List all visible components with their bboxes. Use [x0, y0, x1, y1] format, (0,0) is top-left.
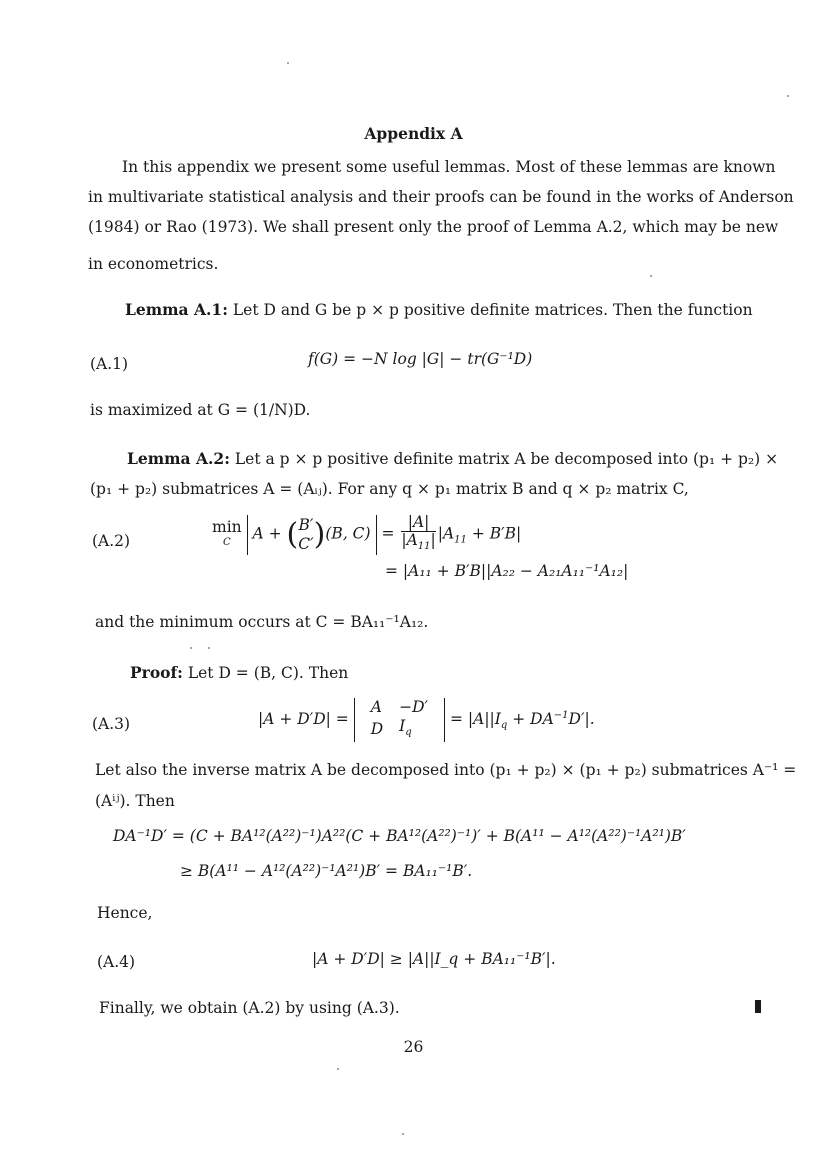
lemma-a1-statement	[125, 300, 753, 320]
lemma-a2-line2: (p₁ + p₂) submatrices A = (Aᵢⱼ). For any q × p₁ matrix B and q × p₂ matrix C,	[90, 480, 689, 498]
scan-speck	[208, 647, 210, 649]
lemma-a2-statement	[127, 449, 778, 469]
equation-a3: |A + D′D| = A −D′ D $I_q$ = $|A||I_q + DA^{-1}D'|$.	[258, 698, 595, 742]
inverse-line2: (Aⁱʲ). Then	[95, 792, 175, 810]
lemma-a2-line1: Let a p × p positive definite matrix A be decomposed into (p₁ + p₂) ×	[234, 450, 779, 468]
final-sentence: Finally, we obtain (A.2) by using (A.3).	[99, 999, 400, 1017]
equation-a2-line1: min C A + ( B′ C′ )(B, C) = $\frac{|A|}{|A_{11}|}$ $|A_{11} + B'B|$	[212, 513, 522, 553]
scan-speck	[402, 1133, 404, 1135]
page-number: 26	[403, 1038, 424, 1056]
lemma-a1-conclusion: is maximized at G = (1/N)D.	[90, 401, 311, 419]
scan-speck	[190, 647, 192, 649]
scan-speck	[337, 1068, 339, 1070]
equation-number-a2: (A.2)	[92, 532, 131, 550]
scan-speck	[787, 95, 789, 97]
scan-speck	[650, 275, 652, 277]
equation-a4: |A + D′D| ≥ |A||I_q + BA₁₁⁻¹B′|.	[312, 950, 556, 968]
proof-statement	[130, 663, 348, 683]
lemma-a1-label: Lemma A.1:	[125, 300, 228, 319]
lemma-a2-label: Lemma A.2:	[127, 449, 230, 468]
equation-a2-line2: = |A₁₁ + B′B||A₂₂ − A₂₁A₁₁⁻¹A₁₂|	[385, 562, 629, 580]
lemma-a1-text: Let D and G be p × p positive definite matrices. Then the function	[232, 301, 753, 319]
intro-line: In this appendix we present some useful lemmas. Most of these lemmas are known	[122, 158, 776, 176]
equation-number-a1: (A.1)	[90, 355, 129, 373]
appendix-title: Appendix A	[364, 124, 463, 143]
intro-line: (1984) or Rao (1973). We shall present only the proof of Lemma A.2, which may be new	[88, 218, 779, 236]
inverse-line1: Let also the inverse matrix A be decomposed into (p₁ + p₂) × (p₁ + p₂) submatrices A⁻¹ =	[95, 761, 797, 779]
lemma-a2-conclusion: and the minimum occurs at C = BA₁₁⁻¹A₁₂.	[95, 613, 429, 631]
proof-label: Proof:	[130, 663, 183, 682]
hence-text: Hence,	[97, 904, 153, 922]
scan-speck	[287, 62, 289, 64]
intro-line: in econometrics.	[88, 255, 219, 273]
proof-text: Let D = (B, C). Then	[187, 664, 349, 682]
big-equation-line1: DA⁻¹D′ = (C + BA¹²(A²²)⁻¹)A²²(C + BA¹²(A²²)⁻¹)′ + B(A¹¹ − A¹²(A²²)⁻¹A²¹)B′	[113, 827, 686, 845]
equation-number-a3: (A.3)	[92, 715, 131, 733]
intro-line: in multivariate statistical analysis and their proofs can be found in the works of Anderson	[88, 188, 794, 206]
equation-number-a4: (A.4)	[97, 953, 136, 971]
big-equation-line2: ≥ B(A¹¹ − A¹²(A²²)⁻¹A²¹)B′ = BA₁₁⁻¹B′.	[180, 862, 473, 880]
equation-a1: f(G) = −N log |G| − tr(G⁻¹D)	[308, 350, 533, 368]
qed-mark	[755, 1000, 761, 1013]
